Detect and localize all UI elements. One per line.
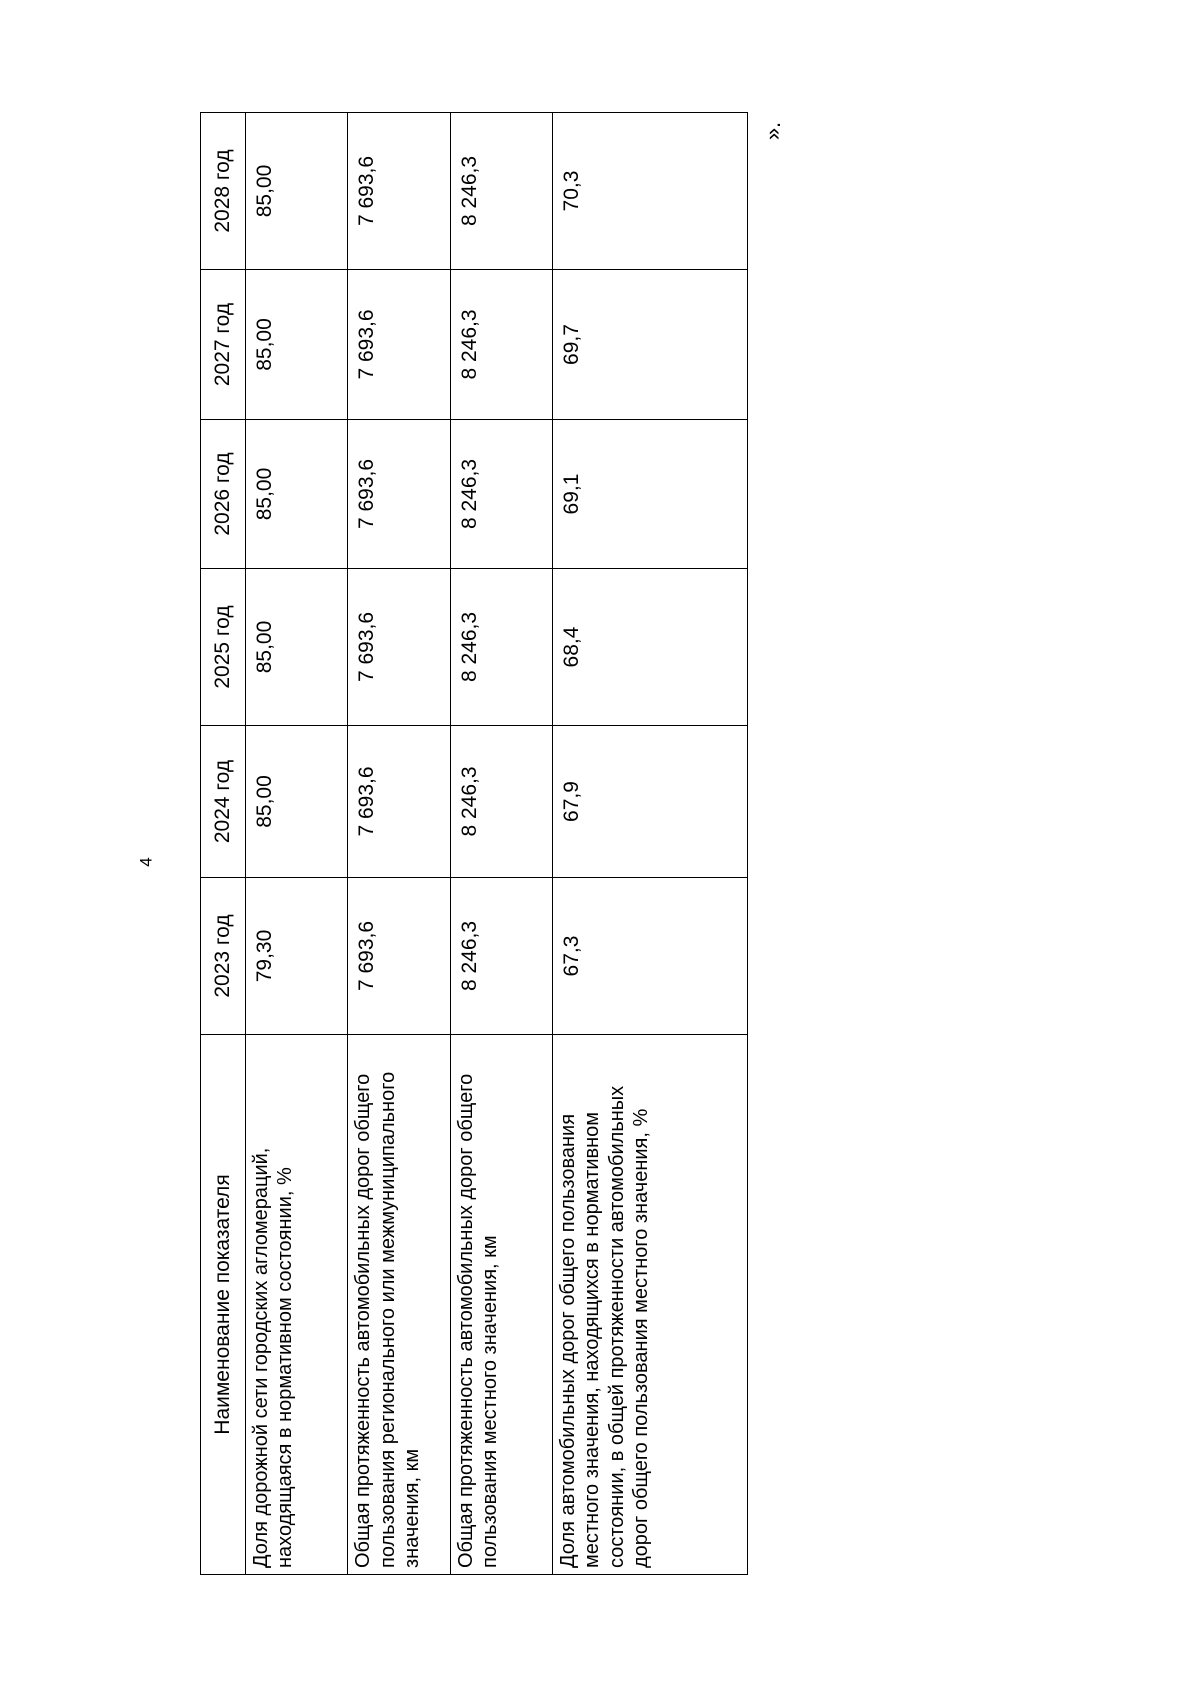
- table-header-row: [201, 113, 246, 1575]
- indicator-value: 85,00: [246, 569, 348, 726]
- indicator-value: 8 246,3: [450, 270, 552, 420]
- indicator-value: 70,3: [552, 113, 747, 270]
- indicator-name: Доля автомобильных дорог общего пользования местного значения, находящихся в нормативном состоянии, в общей протяженности автомобильных дорог общего пользования местного значения, %: [552, 1035, 747, 1575]
- page-number: 4: [136, 857, 156, 867]
- header-year: 2024 год: [201, 726, 246, 878]
- indicator-value: 8 246,3: [450, 878, 552, 1035]
- header-year: 2026 год: [201, 420, 246, 569]
- indicator-value: 79,30: [246, 878, 348, 1035]
- indicator-value: 7 693,6: [348, 569, 450, 726]
- indicator-value: 8 246,3: [450, 113, 552, 270]
- indicator-value: 85,00: [246, 420, 348, 569]
- indicator-name: Общая протяженность автомобильных дорог общего пользования местного значения, км: [450, 1035, 552, 1575]
- indicator-value: 69,7: [552, 270, 747, 420]
- indicator-name: Общая протяженность автомобильных дорог общего пользования регионального или межмуниципального значения, км: [348, 1035, 450, 1575]
- indicator-value: 68,4: [552, 569, 747, 726]
- indicator-value: 8 246,3: [450, 420, 552, 569]
- indicator-value: 85,00: [246, 726, 348, 878]
- table-row: [450, 113, 552, 1575]
- table-row: [246, 113, 348, 1575]
- header-year: 2028 год: [201, 113, 246, 270]
- table-row: [552, 113, 747, 1575]
- indicator-value: 69,1: [552, 420, 747, 569]
- header-year: 2025 год: [201, 569, 246, 726]
- indicators-table: [200, 112, 748, 1575]
- header-year: 2023 год: [201, 878, 246, 1035]
- rotated-table-container: [200, 113, 748, 1575]
- closing-quote-mark: ».: [760, 121, 786, 141]
- header-year: 2027 год: [201, 270, 246, 420]
- indicator-value: 85,00: [246, 113, 348, 270]
- indicator-value: 85,00: [246, 270, 348, 420]
- indicator-name: Доля дорожной сети городских агломераций, находящаяся в нормативном состоянии, %: [246, 1035, 348, 1575]
- header-indicator-name: Наименование показателя: [201, 1035, 246, 1575]
- indicator-value: 67,3: [552, 878, 747, 1035]
- indicator-value: 7 693,6: [348, 270, 450, 420]
- indicator-value: 7 693,6: [348, 726, 450, 878]
- table-row: [348, 113, 450, 1575]
- indicator-value: 8 246,3: [450, 569, 552, 726]
- indicator-value: 7 693,6: [348, 113, 450, 270]
- indicator-value: 8 246,3: [450, 726, 552, 878]
- indicator-value: 7 693,6: [348, 878, 450, 1035]
- indicator-value: 7 693,6: [348, 420, 450, 569]
- indicator-value: 67,9: [552, 726, 747, 878]
